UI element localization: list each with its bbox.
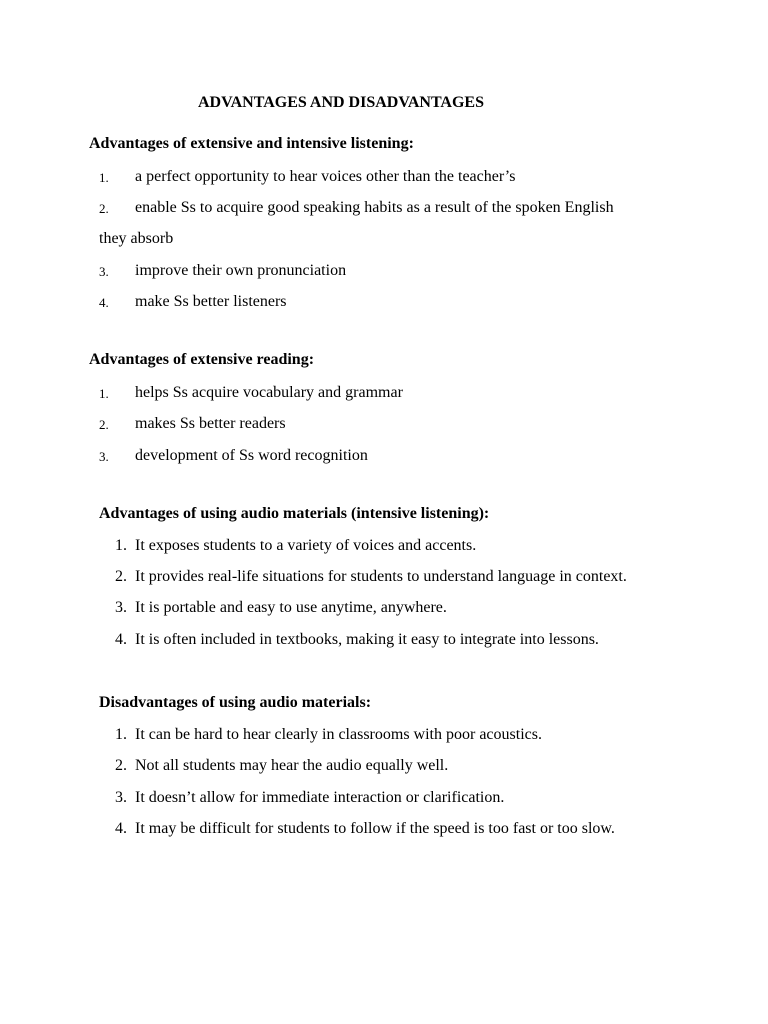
list-number: 3.: [115, 599, 127, 616]
list-item: It doesn’t allow for immediate interaction or clarification.: [135, 789, 505, 806]
list-item: development of Ss word recognition: [135, 447, 368, 464]
section-heading-reading: Advantages of extensive reading:: [89, 351, 315, 368]
list-item: It is often included in textbooks, making it easy to integrate into lessons.: [135, 631, 599, 648]
list-number: 1.: [115, 537, 127, 554]
section-heading-listening: Advantages of extensive and intensive listening:: [89, 135, 414, 152]
document-title: ADVANTAGES AND DISADVANTAGES: [198, 94, 484, 111]
list-item: helps Ss acquire vocabulary and grammar: [135, 384, 403, 401]
list-item: It exposes students to a variety of voices and accents.: [135, 537, 477, 554]
list-item: a perfect opportunity to hear voices other than the teacher’s: [135, 168, 516, 185]
list-number: 3.: [99, 449, 109, 464]
list-item: makes Ss better readers: [135, 415, 286, 432]
list-number: 2.: [115, 568, 127, 585]
list-number: 2.: [99, 201, 109, 216]
list-number: 2.: [99, 417, 109, 432]
list-item: improve their own pronunciation: [135, 262, 347, 279]
section-heading-audio-disadvantages: Disadvantages of using audio materials:: [99, 694, 372, 711]
list-number: 1.: [115, 726, 127, 743]
list-item: It may be difficult for students to follow if the speed is too fast or too slow.: [135, 820, 615, 837]
list-item: make Ss better listeners: [135, 293, 287, 310]
list-item: It can be hard to hear clearly in classrooms with poor acoustics.: [135, 726, 542, 743]
list-number: 2.: [115, 757, 127, 774]
list-number: 4.: [99, 295, 109, 310]
section-heading-audio-advantages: Advantages of using audio materials (intensive listening):: [99, 505, 490, 522]
list-number: 1.: [99, 170, 109, 185]
list-number: 1.: [99, 386, 109, 401]
list-number: 4.: [115, 631, 127, 648]
list-item: It provides real-life situations for students to understand language in context.: [135, 568, 627, 585]
list-number: 4.: [115, 820, 127, 837]
list-number: 3.: [115, 789, 127, 806]
list-item: It is portable and easy to use anytime, anywhere.: [135, 599, 447, 616]
list-number: 3.: [99, 264, 109, 279]
list-item: enable Ss to acquire good speaking habits as a result of the spoken English: [135, 199, 614, 216]
list-item-continuation: they absorb: [99, 230, 174, 247]
list-item: Not all students may hear the audio equally well.: [135, 757, 449, 774]
